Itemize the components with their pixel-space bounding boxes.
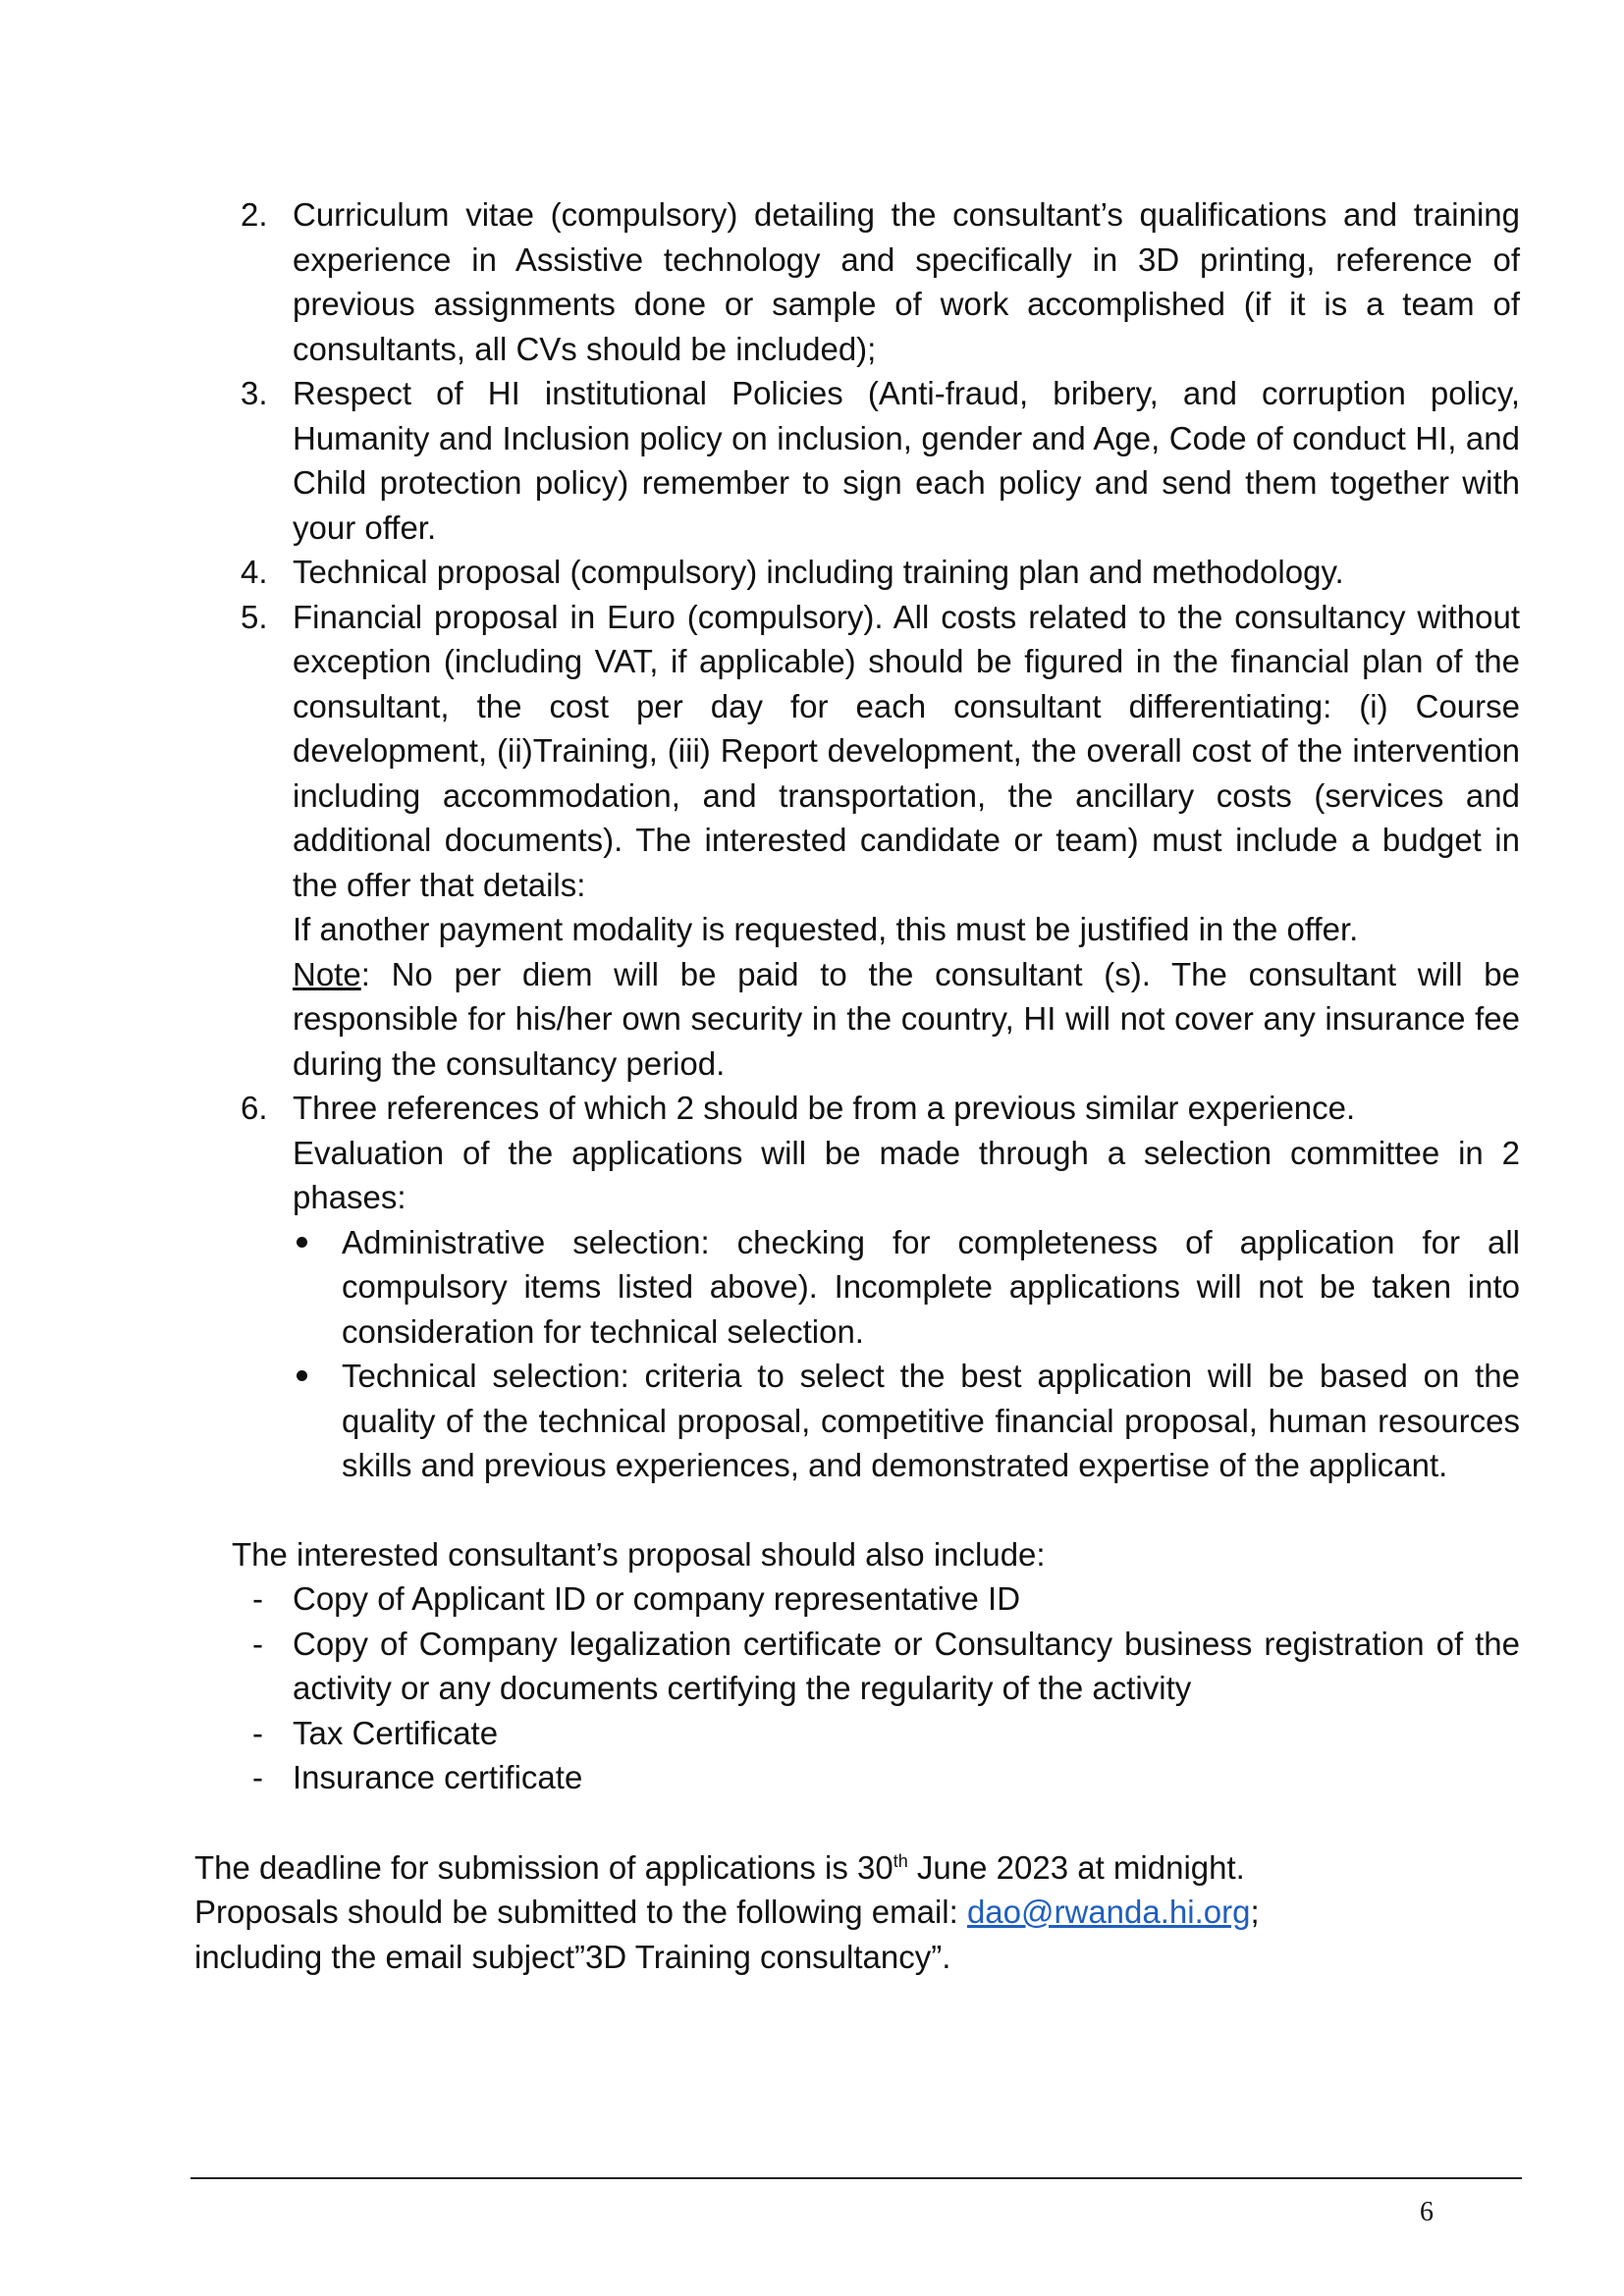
payment-modality-text: If another payment modality is requested, this must be justified in the offer. <box>293 911 1359 947</box>
list-number: 2. <box>241 196 268 233</box>
list-item-text: Financial proposal in Euro (compulsory). All costs related to the consultancy without exception (including VAT, if applicable) should be figured in the financial plan of the consultant, the cost per day for each consultant differentiating: (i) Course development, (ii)Training, (iii) Report development, the overall cost of the intervention including accommodation, and transportation, the ancillary costs (services and additional documents). The interested candidate or team) must include a budget in the offer that details: <box>293 598 1520 903</box>
submission-text-end: ; <box>1250 1894 1260 1930</box>
list-item <box>194 595 1520 1087</box>
subject-line: including the email subject”3D Training consultancy”. <box>194 1938 951 1975</box>
deadline-superscript: th <box>893 1850 908 1871</box>
dash-item-text: Copy of Company legalization certificate or Consultancy business registration of the activity or any documents certifying the regularity of the activity <box>293 1625 1520 1706</box>
list-item <box>194 1086 1520 1488</box>
list-number: 3. <box>241 375 268 411</box>
list-number: 4. <box>241 554 268 590</box>
dash-marker: - <box>252 1625 263 1662</box>
note-text: : No per diem will be paid to the consultant (s). The consultant will be responsible for his/her own security in the country, HI will not cover any insurance fee during the consultancy period. <box>293 955 1520 1082</box>
list-item-text: Technical proposal (compulsory) including training plan and methodology. <box>293 554 1344 590</box>
dash-item-text: Insurance certificate <box>293 1759 583 1795</box>
dash-list-item <box>194 1711 1520 1756</box>
bullet-item <box>293 1220 1520 1355</box>
list-item <box>194 192 1520 371</box>
bullet-icon <box>297 1370 307 1381</box>
note-paragraph <box>293 952 1520 1087</box>
dash-item-text: Tax Certificate <box>293 1714 499 1751</box>
page-content <box>194 192 1520 1979</box>
requirements-list <box>194 192 1520 1488</box>
list-item <box>194 371 1520 550</box>
dash-list-item <box>194 1622 1520 1711</box>
also-include-section <box>194 1532 1520 1800</box>
list-number: 5. <box>241 598 268 635</box>
bullet-text: Administrative selection: checking for completeness of application for all compulsory items listed above). Incomplete applications will not be taken into consideration for technical selection. <box>342 1223 1520 1350</box>
submission-line <box>194 1890 1520 1935</box>
list-item-text: Respect of HI institutional Policies (Anti-fraud, bribery, and corruption policy, Humanity and Inclusion policy on inclusion, gender and Age, Code of conduct HI, and Child protection policy) remember to sign each policy and send them together with your offer. <box>293 375 1520 546</box>
footer-divider <box>190 2177 1522 2179</box>
list-item-text: Curriculum vitae (compulsory) detailing the consultant’s qualifications and training experience in Assistive technology and specifically in 3D printing, reference of previous assignments done or sample of work accomplished (if it is a team of consultants, all CVs should be included); <box>293 196 1520 367</box>
dash-item-text: Copy of Applicant ID or company representative ID <box>293 1580 1021 1617</box>
deadline-text-end: June 2023 at midnight. <box>907 1848 1245 1886</box>
bullet-text: Technical selection: criteria to select the best application will be based on the quality of the technical proposal, competitive financial proposal, human resources skills and previous experiences, and demonstrated expertise of the applicant. <box>342 1358 1520 1483</box>
dash-marker: - <box>252 1759 263 1795</box>
note-label: Note <box>293 955 361 992</box>
also-include-list <box>194 1576 1520 1800</box>
bullet-item <box>293 1354 1520 1488</box>
deadline-text: The deadline for submission of applications is 30 <box>194 1848 893 1886</box>
deadline-line <box>194 1845 1520 1891</box>
dash-marker: - <box>252 1714 263 1751</box>
list-number: 6. <box>241 1090 268 1126</box>
page-number: 6 <box>1420 2197 1434 2227</box>
list-item <box>194 550 1520 595</box>
email-link[interactable]: dao@rwanda.hi.org <box>966 1894 1251 1930</box>
also-include-intro: The interested consultant’s proposal should also include: <box>232 1535 1046 1573</box>
dash-list-item <box>194 1576 1520 1622</box>
dash-marker: - <box>252 1580 263 1617</box>
bullet-icon <box>297 1237 307 1248</box>
dash-list-item <box>194 1755 1520 1800</box>
evaluation-text: Evaluation of the applications will be made through a selection committee in 2 phases: <box>293 1134 1520 1215</box>
closing-section <box>194 1845 1520 1980</box>
evaluation-phases-list <box>293 1220 1520 1488</box>
submission-text: Proposals should be submitted to the following email: <box>194 1894 967 1930</box>
list-item-text: Three references of which 2 should be from a previous similar experience. <box>293 1090 1356 1126</box>
